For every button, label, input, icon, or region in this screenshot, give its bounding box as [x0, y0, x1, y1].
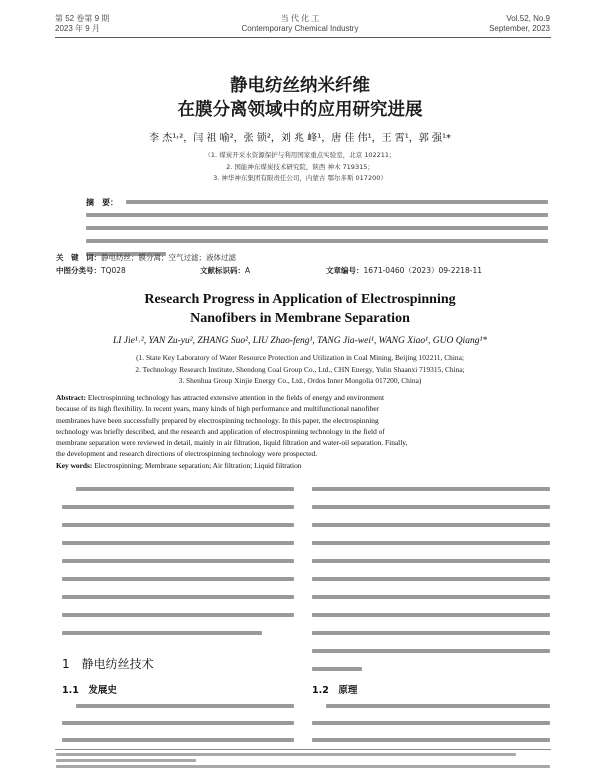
affil-cn-2: 2. 国能神东煤炭技术研究院，陕西 神木 719315；	[226, 162, 374, 171]
body-text-line	[312, 595, 550, 599]
section-1-heading: 1 静电纺丝技术	[62, 657, 154, 671]
body-text-line	[312, 721, 550, 725]
body-text-line	[312, 487, 550, 491]
keywords-cn-label: 关 键 词：	[56, 253, 101, 262]
body-text-line	[62, 721, 294, 725]
title-cn-line1: 静电纺丝纳米纤维	[230, 76, 370, 96]
header-right	[489, 14, 550, 34]
keywords-cn-values: 静电纺丝；膜分离；空气过滤；液体过滤	[101, 253, 236, 262]
footnote-rule	[55, 749, 551, 750]
affiliations-cn	[0, 150, 600, 185]
body-text-line	[62, 559, 294, 563]
body-text-line	[62, 523, 294, 527]
body-text-line	[312, 559, 550, 563]
affil-en-3: 3. Shenhua Group Xinjie Energy Co., Ltd., Ordos Inner Mongolia 017200, China)	[178, 376, 422, 385]
abstract-en-line-4: technology was briefly described, and the research and application of electrospinning technology in the field of	[56, 426, 385, 436]
affil-en-2: 2. Technology Research Institute, Shendong Coal Group Co., Ltd., CHN Energy, Yulin Shaanxi 719315, China;	[135, 364, 465, 374]
footnote-line	[56, 753, 516, 756]
footnote-line	[56, 759, 196, 762]
date-en: September, 2023	[489, 24, 550, 33]
abstract-en-line-1	[56, 392, 552, 403]
keywords-en-label: Key words:	[56, 460, 93, 470]
abstract-en-line-5: membrane separation were reviewed in detail, mainly in air filtration, liquid filtration and water-oil separation. Finally,	[56, 438, 408, 448]
body-text-line	[62, 631, 262, 635]
keywords-en-values: Electrospinning; Membrane separation; Air filtration; Liquid filtration	[92, 460, 302, 470]
body-text-line	[312, 649, 550, 653]
body-text-line	[312, 523, 550, 527]
keywords-cn	[56, 252, 236, 263]
doc-code-label: 文献标识码：	[200, 266, 245, 275]
abstract-cn-text-line	[86, 213, 548, 217]
body-text-line	[62, 541, 294, 545]
clc-label: 中图分类号：	[56, 266, 101, 275]
body-text-line	[312, 541, 550, 545]
affil-en-1: (1. State Key Laboratory of Water Resource Protection and Utilization in Coal Mining, Beijing 102211, China;	[136, 353, 464, 362]
body-text-line	[62, 613, 294, 617]
body-text-line	[312, 631, 550, 635]
body-text-line	[62, 577, 294, 581]
abstract-cn-text-line	[126, 200, 548, 204]
journal-name-en: Contemporary Chemical Industry	[241, 24, 359, 33]
abstract-en-line-3: membranes have been successfully prepared by electrospinning technology. In this paper, the electrospinning	[56, 415, 379, 425]
abstract-en	[56, 392, 552, 471]
body-text-line	[76, 704, 294, 708]
header-left	[55, 14, 109, 34]
keywords-en-line	[56, 460, 552, 471]
title-cn-line2: 在膜分离领域中的应用研究进展	[177, 100, 423, 120]
body-text-line	[312, 613, 550, 617]
header-rule	[55, 37, 551, 38]
title-en-line2: Nanofibers in Membrane Separation	[190, 311, 410, 326]
body-text-line	[62, 505, 294, 509]
doc-code-value: A	[245, 266, 251, 275]
section-1-2-heading: 1.2 原理	[312, 685, 358, 696]
date-cn: 2023 年 9 月	[55, 24, 100, 33]
title-en-line1: Research Progress in Application of Electrospinning	[144, 292, 456, 307]
body-text-line	[326, 704, 550, 708]
authors-en: LI Jie¹˒², YAN Zu-yu², ZHANG Suo², LIU Zhao-feng¹, TANG Jia-wei¹, WANG Xiao¹, GUO Qiang¹*	[112, 336, 488, 346]
abstract-cn-text-line	[86, 239, 548, 243]
journal-name-cn: 当 代 化 工	[280, 14, 320, 23]
affiliations-en	[0, 352, 600, 387]
volume-issue-cn: 第 52 卷第 9 期	[55, 14, 110, 23]
body-text-line	[312, 738, 550, 742]
body-text-line	[312, 667, 362, 671]
abstract-en-line-2: because of its high flexibility. In recent years, many kinds of high performance and multifunctional nanofiber	[56, 404, 380, 414]
volume-issue-en: Vol.52, No.9	[506, 14, 550, 23]
affil-cn-3: 3. 神华神东集团有限责任公司，内蒙古 鄂尔多斯 017200）	[213, 174, 387, 182]
article-number-value: 1671-0460（2023）09-2218-11	[363, 266, 483, 275]
body-text-line	[312, 577, 550, 581]
body-text-line	[62, 595, 294, 599]
authors-cn: 李 杰¹˒²，闫 祖 喻²，张 锁²，刘 兆 峰¹，唐 佳 伟¹，王 霄¹，郭 强¹*	[149, 133, 451, 144]
header-center	[200, 14, 400, 34]
body-text-line	[312, 505, 550, 509]
abstract-cn-label: 摘 要：	[86, 198, 118, 207]
body-text-line	[76, 487, 294, 491]
article-number	[326, 265, 482, 276]
section-1-1-heading: 1.1 发展史	[62, 685, 117, 696]
abstract-en-line-6: the development and research directions of electrospinning technology were prospected.	[56, 449, 318, 459]
abstract-en-label: Abstract:	[56, 393, 86, 402]
abstract-en-text: Electrospinning technology has attracted extensive attention in the fields of energy and environment	[85, 393, 385, 402]
body-text-line	[62, 738, 294, 742]
classification-line	[56, 265, 126, 276]
document-code	[200, 265, 250, 276]
article-number-label: 文章编号：	[326, 266, 364, 275]
affil-cn-1: （1. 煤炭开采水资源保护与利用国家重点实验室，北京 102211；	[204, 151, 396, 159]
footnote-line	[56, 765, 550, 768]
abstract-cn-text-line	[86, 226, 548, 230]
clc-value: TQ028	[101, 266, 126, 275]
